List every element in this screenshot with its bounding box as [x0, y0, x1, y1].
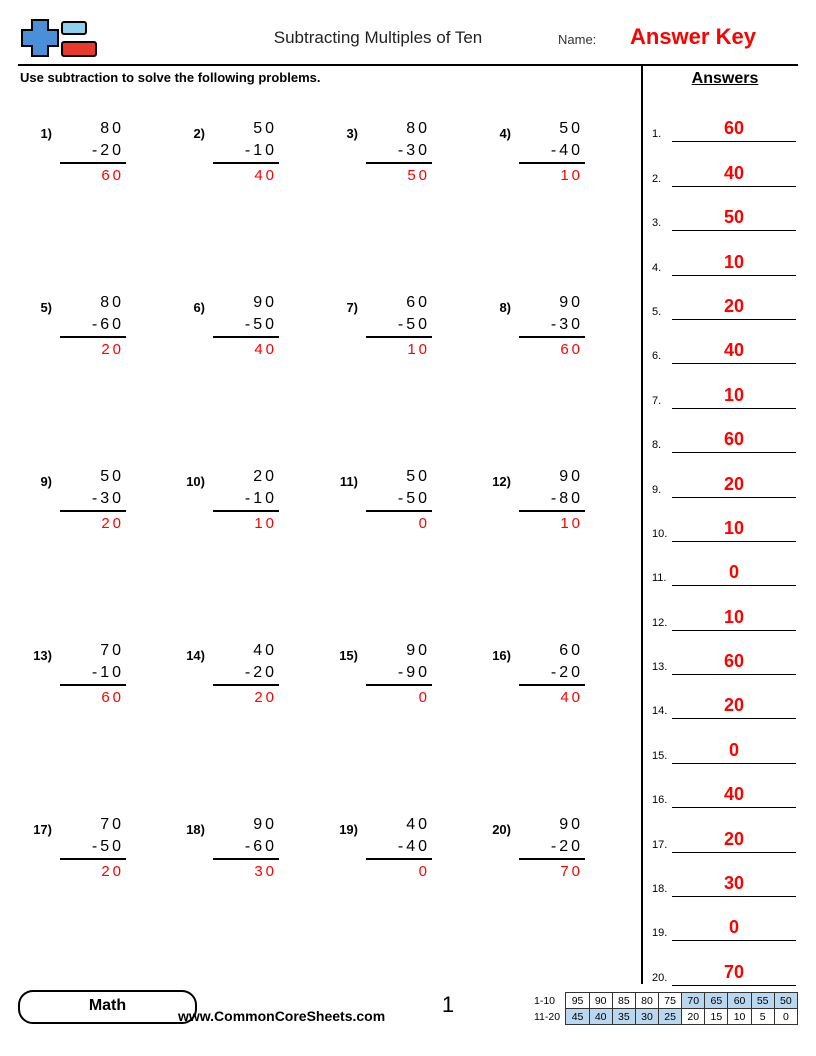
problem-number: 2)	[193, 126, 205, 141]
answer-row	[650, 320, 800, 364]
problem-number: 17)	[33, 822, 52, 837]
answer-row	[650, 453, 800, 497]
problem-item	[171, 466, 321, 546]
subtrahend: -10	[60, 662, 126, 686]
minuend: 50	[100, 468, 124, 485]
problem-answer: 10	[407, 341, 430, 358]
answer-index: 17.	[652, 838, 668, 851]
problem-answer: 0	[418, 863, 430, 880]
score-cell: 50	[774, 993, 797, 1009]
answer-row	[650, 719, 800, 763]
problem-item	[477, 292, 627, 372]
problem-item	[171, 814, 321, 894]
minuend: 90	[406, 642, 430, 659]
problem-answer: 10	[560, 515, 583, 532]
score-row-1	[532, 993, 798, 1009]
subtrahend: -20	[519, 836, 585, 860]
problem-body	[213, 466, 279, 535]
answer-index: 19.	[652, 927, 668, 940]
problem-item	[18, 814, 168, 894]
problem-answer: 30	[254, 863, 277, 880]
problem-number: 19)	[339, 822, 358, 837]
problem-item	[324, 814, 474, 894]
problem-item	[171, 292, 321, 372]
answer-row	[650, 409, 800, 453]
answer-value: 10	[723, 251, 745, 272]
minuend: 90	[253, 294, 277, 311]
answer-row	[650, 364, 800, 408]
problem-body	[60, 814, 126, 883]
problem-number: 11)	[339, 474, 358, 489]
answer-value: 40	[723, 340, 745, 361]
answer-value: 40	[723, 162, 745, 183]
score-cell: 75	[659, 993, 682, 1009]
problem-item	[18, 292, 168, 372]
problem-item	[18, 466, 168, 546]
vertical-divider	[641, 64, 643, 984]
answer-index: 4.	[652, 261, 662, 274]
answer-value: 60	[723, 651, 745, 672]
minuend: 80	[100, 120, 124, 137]
answer-value: 20	[723, 828, 745, 849]
problem-number: 4)	[499, 126, 511, 141]
problem-body	[213, 640, 279, 709]
answer-index: 9.	[652, 483, 662, 496]
problem-answer: 20	[101, 341, 124, 358]
score-cell: 40	[589, 1009, 612, 1025]
problem-body	[60, 292, 126, 361]
answer-value: 60	[723, 429, 745, 450]
answer-value: 0	[728, 917, 739, 938]
problem-answer: 40	[254, 341, 277, 358]
answers-list	[650, 98, 800, 986]
score-row-label: 1-10	[532, 993, 566, 1009]
answer-index: 8.	[652, 439, 662, 452]
problem-number: 15)	[339, 648, 358, 663]
score-table	[532, 992, 798, 1025]
problem-item	[324, 118, 474, 198]
score-cell: 45	[566, 1009, 589, 1025]
worksheet-header	[18, 18, 798, 64]
problem-body	[60, 466, 126, 535]
subtrahend: -50	[366, 314, 432, 338]
minuend: 90	[559, 294, 583, 311]
answer-value: 70	[723, 961, 745, 982]
subtrahend: -20	[519, 662, 585, 686]
problem-number: 3)	[346, 126, 358, 141]
score-cell: 30	[635, 1009, 658, 1025]
problem-body	[366, 640, 432, 709]
answer-row	[650, 808, 800, 852]
answer-value: 30	[723, 873, 745, 894]
problem-answer: 60	[101, 167, 124, 184]
score-row-2	[532, 1009, 798, 1025]
problem-item	[324, 466, 474, 546]
answer-value: 20	[723, 695, 745, 716]
answer-index: 15.	[652, 749, 668, 762]
problem-answer: 50	[407, 167, 430, 184]
worksheet-footer	[18, 990, 798, 1040]
problem-answer: 20	[101, 515, 124, 532]
score-cell: 70	[682, 993, 705, 1009]
minuend: 90	[559, 816, 583, 833]
subject-badge	[18, 990, 197, 1024]
subtrahend: -20	[213, 662, 279, 686]
page-number: 1	[441, 992, 455, 1017]
problem-answer: 0	[418, 689, 430, 706]
minuend: 40	[406, 816, 430, 833]
problem-number: 5)	[40, 300, 52, 315]
answer-row	[650, 764, 800, 808]
subject-label: Math	[88, 997, 127, 1014]
answer-row	[650, 231, 800, 275]
problem-item	[18, 118, 168, 198]
problem-body	[519, 292, 585, 361]
answer-index: 6.	[652, 350, 662, 363]
subtrahend: -90	[366, 662, 432, 686]
problem-answer: 10	[254, 515, 277, 532]
problem-number: 14)	[186, 648, 205, 663]
problem-body	[213, 118, 279, 187]
problem-body	[519, 466, 585, 535]
answer-row	[650, 853, 800, 897]
answer-index: 18.	[652, 883, 668, 896]
problem-item	[477, 118, 627, 198]
problem-answer: 20	[101, 863, 124, 880]
minuend: 60	[559, 642, 583, 659]
score-cell: 5	[751, 1009, 774, 1025]
minuend: 70	[100, 816, 124, 833]
answer-value: 10	[723, 606, 745, 627]
subtrahend: -50	[366, 488, 432, 512]
subtrahend: -20	[60, 140, 126, 164]
problem-answer: 60	[560, 341, 583, 358]
answer-index: 13.	[652, 661, 668, 674]
answer-value: 20	[723, 473, 745, 494]
score-cell: 55	[751, 993, 774, 1009]
answer-row	[650, 98, 800, 142]
answer-row	[650, 142, 800, 186]
problem-number: 16)	[492, 648, 511, 663]
answer-row	[650, 897, 800, 941]
minuend: 90	[253, 816, 277, 833]
score-cell: 80	[635, 993, 658, 1009]
answer-index: 12.	[652, 616, 668, 629]
answer-index: 1.	[652, 128, 662, 141]
answer-row	[650, 675, 800, 719]
problem-number: 7)	[346, 300, 358, 315]
answer-value: 20	[723, 295, 745, 316]
problem-body	[366, 292, 432, 361]
problem-body	[60, 640, 126, 709]
subtrahend: -10	[213, 488, 279, 512]
answer-row	[650, 276, 800, 320]
answer-index: 14.	[652, 705, 668, 718]
problem-item	[18, 640, 168, 720]
answer-index: 5.	[652, 305, 662, 318]
answers-heading: Answers	[691, 70, 759, 87]
answer-index: 2.	[652, 172, 662, 185]
minuend: 80	[406, 120, 430, 137]
problem-answer: 40	[254, 167, 277, 184]
subtrahend: -50	[213, 314, 279, 338]
answer-row	[650, 542, 800, 586]
answer-index: 3.	[652, 217, 662, 230]
answer-index: 7.	[652, 394, 662, 407]
subtrahend: -40	[366, 836, 432, 860]
minuend: 40	[253, 642, 277, 659]
subtrahend: -40	[519, 140, 585, 164]
answer-row	[650, 941, 800, 985]
math-blocks-logo-icon	[18, 18, 100, 62]
answer-value: 0	[728, 739, 739, 760]
score-row-label: 11-20	[532, 1009, 566, 1025]
problem-body	[366, 118, 432, 187]
problem-body	[213, 814, 279, 883]
problem-item	[171, 118, 321, 198]
problem-number: 18)	[186, 822, 205, 837]
answer-value: 10	[723, 517, 745, 538]
problem-body	[519, 640, 585, 709]
answer-value: 60	[723, 118, 745, 139]
problem-item	[477, 640, 627, 720]
score-cell: 60	[728, 993, 751, 1009]
problem-item	[324, 640, 474, 720]
score-cell: 15	[705, 1009, 728, 1025]
problem-body	[366, 814, 432, 883]
problem-number: 8)	[499, 300, 511, 315]
answer-index: 11.	[652, 572, 667, 585]
problem-answer: 60	[101, 689, 124, 706]
subtrahend: -10	[213, 140, 279, 164]
problem-item	[477, 466, 627, 546]
problem-number: 6)	[193, 300, 205, 315]
score-cell: 20	[682, 1009, 705, 1025]
subtrahend: -60	[213, 836, 279, 860]
subtrahend: -30	[366, 140, 432, 164]
subtrahend: -80	[519, 488, 585, 512]
answer-row	[650, 631, 800, 675]
problem-answer: 0	[418, 515, 430, 532]
problems-grid	[18, 118, 628, 948]
score-cell: 90	[589, 993, 612, 1009]
answer-row	[650, 586, 800, 630]
minuend: 70	[100, 642, 124, 659]
problem-item	[324, 292, 474, 372]
subtrahend: -50	[60, 836, 126, 860]
problem-number: 10)	[186, 474, 205, 489]
minuend: 80	[100, 294, 124, 311]
site-url: www.CommonCoreSheets.com	[178, 1008, 386, 1024]
problem-number: 12)	[492, 474, 511, 489]
minuend: 50	[406, 468, 430, 485]
score-cell: 25	[659, 1009, 682, 1025]
subtrahend: -30	[60, 488, 126, 512]
problem-item	[171, 640, 321, 720]
answer-index: 20.	[652, 971, 668, 984]
answer-value: 40	[723, 784, 745, 805]
header-divider	[18, 64, 798, 66]
page-title: Subtracting Multiples of Ten	[273, 28, 483, 47]
answer-value: 50	[723, 207, 745, 228]
subtrahend: -30	[519, 314, 585, 338]
problem-answer: 70	[560, 863, 583, 880]
problem-answer: 10	[560, 167, 583, 184]
score-cell: 85	[612, 993, 635, 1009]
score-cell: 0	[774, 1009, 797, 1025]
score-cell: 35	[612, 1009, 635, 1025]
problem-answer: 40	[560, 689, 583, 706]
subtrahend: -60	[60, 314, 126, 338]
score-cell: 65	[705, 993, 728, 1009]
answer-value: 10	[723, 384, 745, 405]
minuend: 90	[559, 468, 583, 485]
score-cell: 10	[728, 1009, 751, 1025]
answer-row	[650, 187, 800, 231]
problem-body	[366, 466, 432, 535]
problem-body	[213, 292, 279, 361]
minuend: 60	[406, 294, 430, 311]
answer-value: 0	[728, 562, 739, 583]
problem-body	[60, 118, 126, 187]
problem-body	[519, 118, 585, 187]
problem-answer: 20	[254, 689, 277, 706]
minuend: 50	[253, 120, 277, 137]
problem-number: 13)	[33, 648, 52, 663]
answer-index: 16.	[652, 794, 668, 807]
problem-body	[519, 814, 585, 883]
problem-number: 20)	[492, 822, 511, 837]
problem-number: 9)	[40, 474, 52, 489]
minuend: 50	[559, 120, 583, 137]
answer-index: 10.	[652, 527, 668, 540]
answer-key-badge: Answer Key	[630, 24, 756, 49]
name-label: Name:	[558, 32, 597, 47]
instructions-text: Use subtraction to solve the following problems.	[20, 70, 321, 85]
problem-item	[477, 814, 627, 894]
score-cell: 95	[566, 993, 589, 1009]
problem-number: 1)	[40, 126, 52, 141]
answer-line	[672, 985, 796, 986]
answer-row	[650, 498, 800, 542]
minuend: 20	[253, 468, 277, 485]
